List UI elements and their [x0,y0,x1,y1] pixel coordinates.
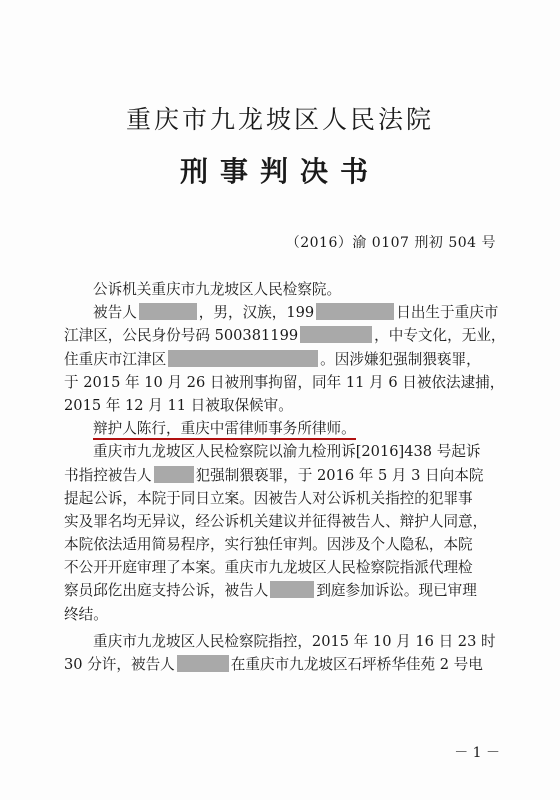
text-span: 察员邱仡出庭支持公诉，被告人 [64,582,269,600]
defendant-line-3 [64,348,500,371]
defendant-line-4: 于 2015 年 10 月 26 日被刑事拘留，同年 11 月 6 日被依法逮捕， [64,373,505,391]
redacted-date [316,303,394,320]
proceedings-line-6: 不公开开庭审理了本案。重庆市九龙坡区人民检察院指派代理检 [64,559,473,577]
redacted-id [300,326,372,343]
proceedings-line-2 [64,464,500,487]
page-number: － 1 － [454,745,500,761]
text-span: 30 分许，被告人 [64,656,175,673]
text-span: 江津区，公民身份号码 500381199 [64,327,299,345]
redacted-name [177,655,229,672]
defendant-line-5: 2015 年 12 月 11 日被取保候审。 [64,396,293,414]
redacted-name [154,466,194,483]
redacted-name [270,581,314,598]
court-name: 重庆市九龙坡区人民法院 [125,105,434,134]
text-span: 到庭参加诉讼。现已审理 [316,582,477,600]
text-span: 住重庆市江津区 [64,350,167,368]
text-span: ，男，汉族，199 [198,304,315,322]
defender-paragraph [64,417,500,440]
defendant-line-2 [64,324,506,347]
prosecutor-paragraph [64,278,500,301]
document-title: 刑事判决书 [179,155,380,188]
defender-text: 辩护人陈行，重庆中雷律师事务所律师。 [93,420,356,440]
proceedings-line-1 [64,440,500,463]
text-span: 在重庆市九龙坡区石坪桥华佳苑 2 号电 [230,656,483,673]
text-span: 被告人 [93,304,137,322]
proceedings-line-5: 本院依法适用简易程序，实行独任审判。因涉及个人隐私，本院 [64,536,473,554]
text-span: ，中专文化，无业， [374,327,506,345]
defendant-line-1 [64,301,500,324]
redacted-address [168,350,318,367]
judgment-body [64,278,506,676]
case-number: （2016）渝 0107 刑初 504 号 [285,235,496,251]
redacted-name [139,303,197,320]
text-span: 重庆市九龙坡区人民检察院指控，2015 年 10 月 16 日 23 时 [93,632,496,650]
charge-line-1 [64,630,500,653]
proceedings-line-3: 提起公诉，本院于同日立案。因被告人对公诉机关指控的犯罪事 [64,489,473,507]
proceedings-line-4: 实及罪名均无异议，经公诉机关建议并征得被告人、辩护人同意， [64,512,488,530]
proceedings-line-8: 终结。 [64,605,108,623]
charge-line-2 [64,653,500,676]
text-span: 。因涉嫌犯强制猥亵罪， [320,350,481,368]
prosecutor-text: 公诉机关重庆市九龙坡区人民检察院。 [93,281,342,298]
text-span: 书指控被告人 [64,466,152,484]
defender-wrap [64,420,356,437]
text-span: 日出生于重庆市 [396,304,499,322]
text-span: 重庆市九龙坡区人民检察院以渝九检刑诉[2016]438 号起诉 [93,443,481,461]
text-span: 犯强制猥亵罪，于 2016 年 5 月 3 日向本院 [195,466,484,484]
proceedings-line-7 [64,579,500,602]
